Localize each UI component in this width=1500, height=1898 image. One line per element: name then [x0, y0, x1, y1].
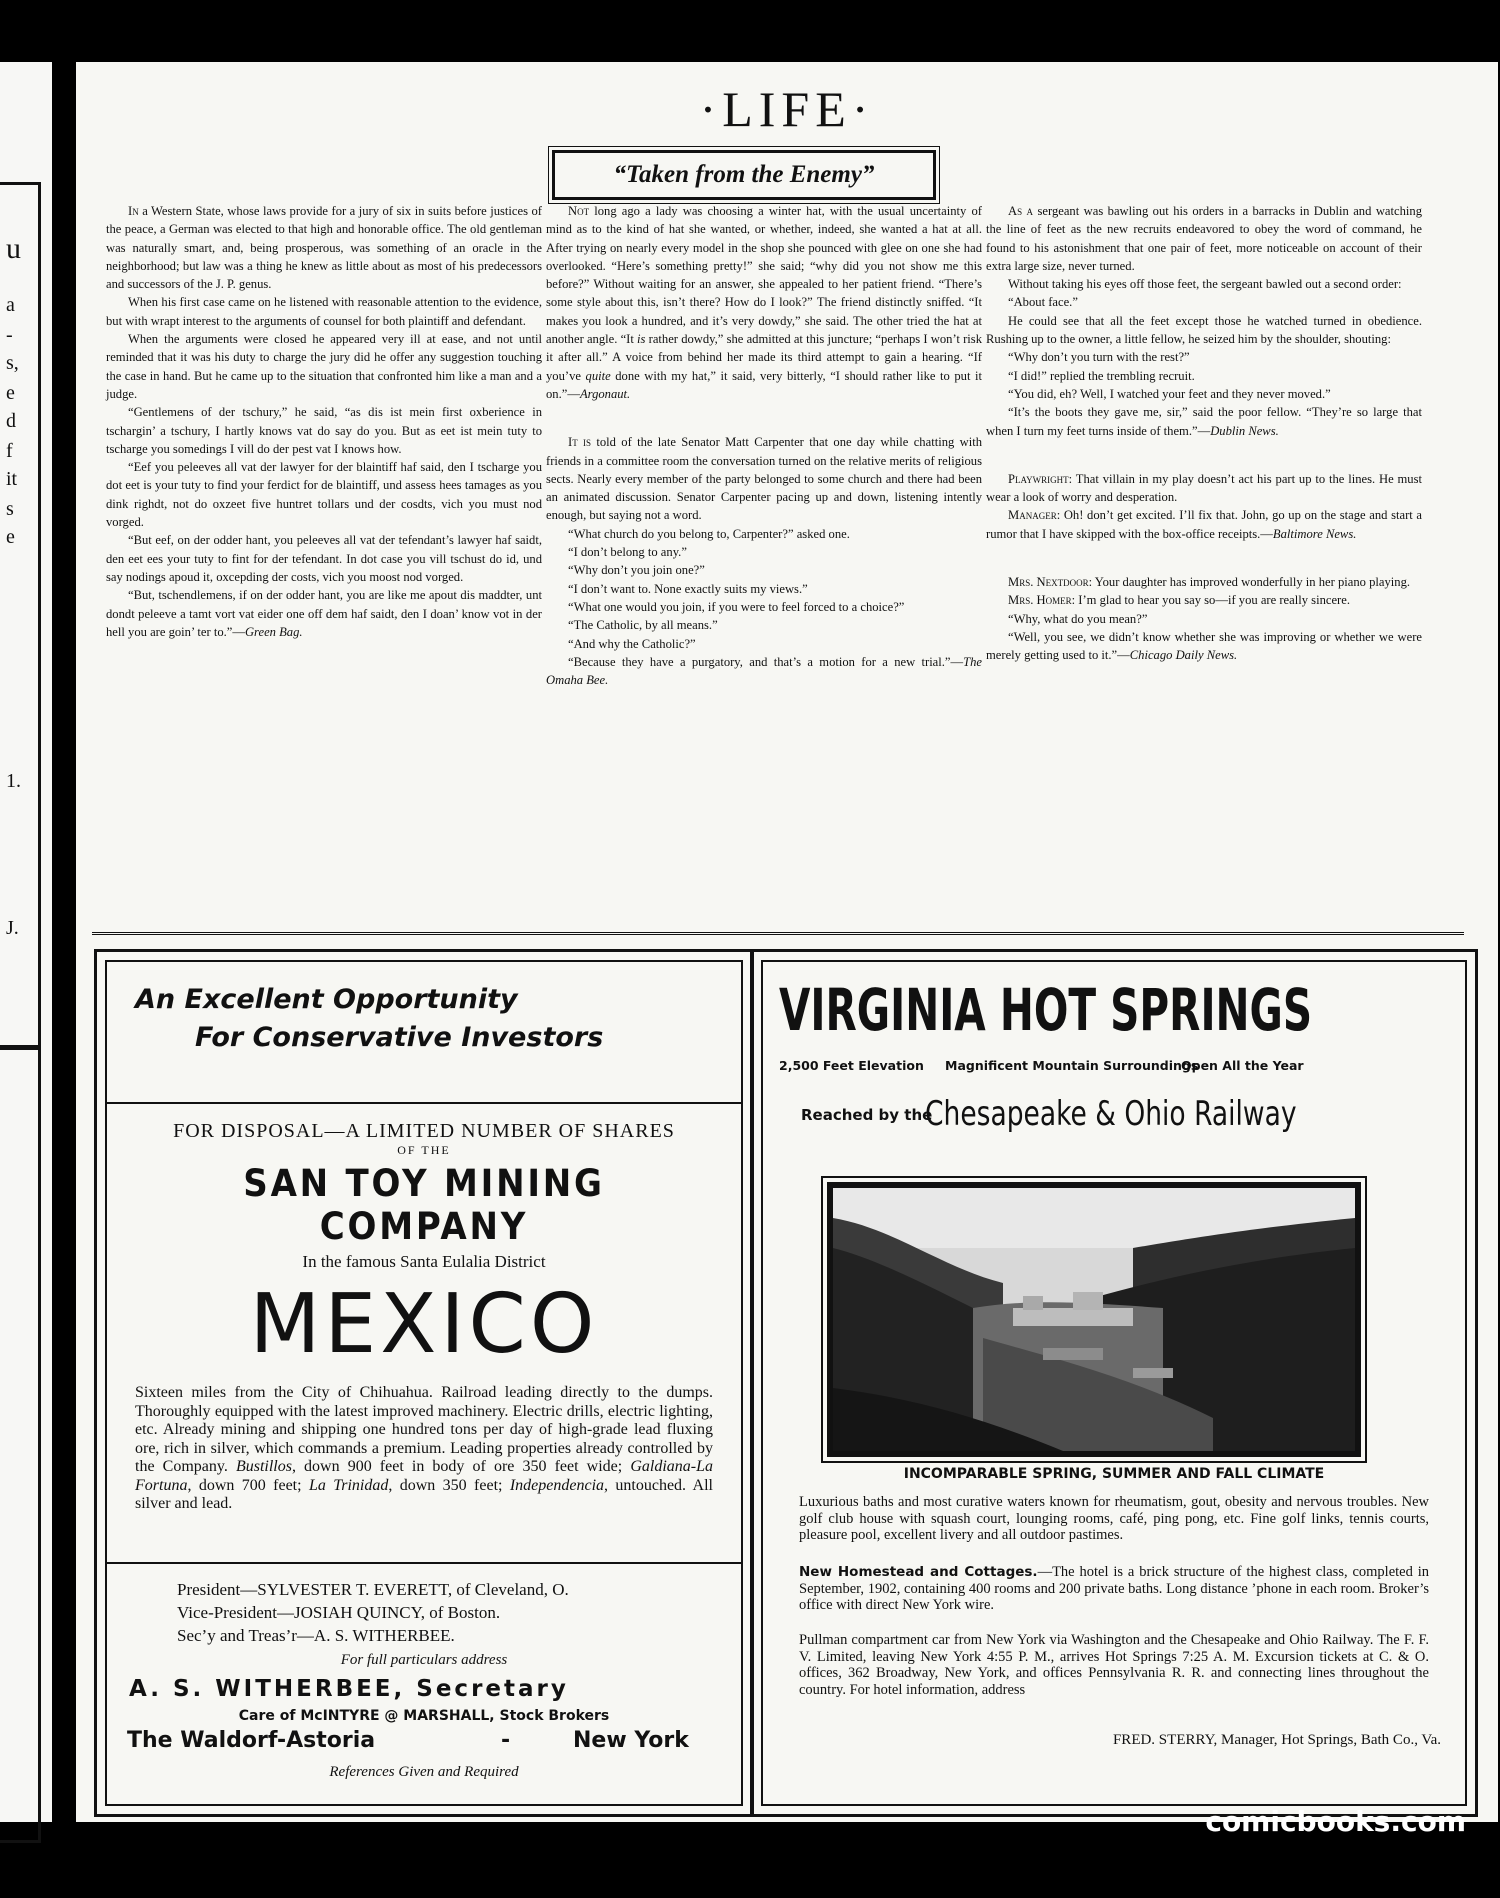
valley-landscape-illustration: [833, 1188, 1355, 1451]
description-text: , down 700 feet;: [187, 1476, 309, 1494]
margin-fragment: 1.: [6, 770, 21, 792]
paragraph-text: done with my hat,” it said, very bitterly, “I should rather like to put it on.”—: [546, 368, 982, 401]
paragraph: “About face.”: [1008, 295, 1078, 310]
district-line: In the famous Santa Eulalia District: [302, 1252, 546, 1271]
paragraph-text: That villain in my play doesn’t act his part up to the lines. He must wear a look of worry and desperation.: [986, 471, 1422, 505]
description-text: , down 350 feet;: [388, 1476, 510, 1494]
source-credit: The Omaha Bee.: [546, 654, 982, 688]
ad-headline-panel: [107, 962, 741, 1104]
speaker-name: Manager:: [1008, 508, 1061, 523]
paragraph: [986, 403, 1422, 440]
manager-signature: FRED. STERRY, Manager, Hot Springs, Bath Co., Va.: [1112, 1732, 1441, 1748]
paragraph: [986, 506, 1422, 543]
paragraph: “I don’t belong to any.”: [568, 545, 687, 560]
paragraph: “You did, eh? Well, I watched your feet and they never moved.”: [1008, 386, 1331, 401]
secretary-name: A. S. WITHERBEE, Secretary: [129, 1676, 569, 1702]
paragraph: “And why the Catholic?”: [568, 636, 696, 651]
paragraph-text: told of the late Senator Matt Carpenter that one day while chatting with friends in a committee room the conversation turned on the relative merits of religious sects. Nearly every member of the party belonged to some church and there had been an animated discussion. Senator Carpenter pacing up and down, listening intently enough, but saying not a word.: [546, 435, 983, 523]
paragraph: When his first case came on he listened with reasonable attention to the evidence, but with wrapt interest to the arguments of counsel for both plaintiff and defendant.: [106, 295, 542, 328]
description-text: , untouched. All silver and lead.: [135, 1476, 713, 1512]
emphasis: quite: [585, 368, 611, 383]
hot-springs-advertisement: [750, 949, 1478, 1817]
officer-president: President—SYLVESTER T. EVERETT, of Cleveland, O.: [177, 1580, 569, 1599]
lead-word: Not: [568, 204, 590, 218]
source-credit: Dublin News.: [1210, 423, 1279, 438]
tagline-elevation: 2,500 Feet Elevation: [779, 1058, 924, 1073]
paragraph-text: Your daughter has improved wonderfully in her piano playing.: [1092, 575, 1411, 590]
full-particulars-line: For full particulars address: [340, 1652, 508, 1668]
article-column-2: [546, 202, 982, 689]
amenities-paragraph: Luxurious baths and most curative waters known for rheumatism, gout, obesity and nervous troubles. New golf club house with squash court, lounging rooms, café, ping pong, etc. Fine golf links, tennis courts, pleasure pool, excellent livery and all outdoor pastimes.: [799, 1494, 1429, 1543]
mine-name: Independencia: [509, 1476, 605, 1494]
source-credit: Baltimore News.: [1272, 526, 1357, 541]
mining-company-advertisement: [94, 949, 754, 1817]
of-the-line: OF THE: [397, 1143, 451, 1157]
hotel-name: The Waldorf-Astoria: [127, 1728, 376, 1753]
paragraph: [986, 628, 1422, 665]
ad-offer-panel: [107, 1102, 741, 1564]
ad-contact-panel: [107, 1564, 741, 1804]
paragraph: “Eef you peleeves all vat der lawyer for der blaintiff haf said, den I tscharge you dot eet is your tuty to find your ferdict for de blaintiff, und assess hees tamages as you dink righdt, not do oxzeet five huntret tollars und der cosdts, vich you must nod vorged.: [106, 460, 542, 530]
paragraph: “Why, what do you mean?”: [1008, 611, 1148, 626]
paragraph: [106, 586, 542, 641]
source-credit: Chicago Daily News.: [1129, 648, 1238, 663]
margin-fragment: u: [6, 232, 21, 265]
paragraph: “I don’t want to. None exactly suits my views.”: [568, 581, 808, 596]
reached-by-label: Reached by the: [801, 1106, 933, 1124]
emphasis: is: [637, 332, 646, 347]
paragraph-text: I’m glad to hear you say so—if you are really sincere.: [1075, 593, 1350, 608]
paragraph-text: sergeant was bawling out his orders in a barracks in Dublin and watching the line of feet as the new recruits endeavored to obey the word of command, he found to his astonishment that one pair of feet, more noticeable on account of their extra large size, never turned.: [986, 204, 1423, 273]
paragraph: [106, 202, 542, 293]
paragraph: “I did!” replied the trembling recruit.: [1008, 368, 1195, 383]
paragraph-text: Oh! don’t get excited. I’ll fix that. John, go up on the stage and start a rumor that I have skipped with the box-office receipts.—: [986, 508, 1422, 541]
lead-word: As a: [1008, 204, 1034, 218]
paragraph: “What church do you belong to, Carpenter?” asked one.: [568, 526, 850, 541]
hotel-paragraph-text: —The hotel is a brick structure of the highest class, completed in September, 1902, containing 400 rooms and 200 private baths. Long distance ’phone in each room. Broker’s office with direct New York wire.: [799, 1564, 1430, 1613]
paragraph: Without taking his eyes off those feet, the sergeant bawled out a second order:: [1008, 277, 1402, 292]
care-of-line: Care of McINTYRE @ MARSHALL, Stock Brokers: [238, 1708, 610, 1724]
paragraph: [986, 202, 1422, 275]
paragraph: [546, 653, 982, 690]
paragraph-text: a Western State, whose laws provide for a jury of six in suits before justices of the peace, a German was elected to that high and honorable office. The old gentleman was naturally smart, and, being prosperous, was something of an oracle in the neighborhood; but law was a thing he knew as little about as most of his predecessors and successors of the J. P. genus.: [106, 204, 542, 292]
section-title-box: “Taken from the Enemy”: [552, 150, 936, 200]
paragraph: “Why don’t you turn with the rest?”: [1008, 350, 1190, 365]
mine-name: Galdiana-La Fortuna: [135, 1458, 713, 1494]
country-title: MEXICO: [249, 1277, 599, 1372]
description-text: Sixteen miles from the City of Chihuahua. Railroad leading directly to the dumps. Thoroughly equipped with the latest improved machinery. Electric drills, electric lighting, etc. Already mining and shipping one hundred tons per day of high-grade lead fluxing ore, rich in silver, which commands a premium. Leading properties already controlled by the Company.: [135, 1384, 713, 1475]
paragraph-text: “Well, you see, we didn’t know whether she was improving or whether we were merely getting used to it.”—: [986, 629, 1422, 663]
resort-valley-photo: [827, 1182, 1361, 1457]
column-divider-rule: [92, 932, 1464, 935]
margin-fragment: s: [6, 498, 14, 520]
paragraph: “Gentlemens of der tschury,” he said, “as dis ist mein first oxberience in tschargin’ a tschury, I hartly knows vat do say do you. But as eet ist mein tuty to tscharge you somedings I vill do der pest vat I knows how.: [106, 405, 542, 456]
mine-name: La Trinidad: [308, 1476, 389, 1494]
railway-name: Chesapeake & Ohio Railway: [925, 1094, 1297, 1134]
paragraph: [986, 573, 1422, 591]
references-line: References Given and Required: [329, 1764, 519, 1780]
company-name: SAN TOY MINING COMPANY: [243, 1162, 605, 1248]
speaker-name: Mrs. Nextdoor:: [1008, 575, 1093, 590]
margin-fragment: a: [6, 294, 15, 316]
ad-inner-border: [761, 960, 1467, 1806]
lead-word: It is: [568, 435, 592, 450]
previous-page-edge: [0, 62, 52, 1822]
scan-credit-watermark: comicbooks.com: [1205, 1805, 1466, 1838]
travel-paragraph: Pullman compartment car from New York via Washington and the Chesapeake and Ohio Railway. The F. F. V. Limited, leaving New York 4:55 P. M., arrives Hot Springs 7:25 A. M. Excursion tickets at C. & O. offices, 362 Broadway, New York, and offices Pennsylvania R. R. and connecting lines throughout the country. For hotel information, address: [799, 1632, 1429, 1698]
mine-name: Bustillos: [235, 1458, 292, 1475]
margin-fragment: d: [6, 410, 16, 432]
city-name: New York: [573, 1728, 689, 1753]
officer-vice-president: Vice-President—JOSIAH QUINCY, of Boston.: [177, 1603, 501, 1622]
paragraph-text: “But, tschendlemens, if on der odder hant, you are like me apout dis maddter, unt dondt peleeve a tamt vort vat eider one off dem haf saidt, den I doan’ know vot in der hell you are goin’ ter to.”—: [106, 588, 542, 639]
hotel-paragraph-heading: New Homestead and Cottages.: [799, 1564, 1038, 1580]
ad-headline-line-2: For Conservative Investors: [195, 1022, 604, 1053]
officers-list: [177, 1578, 569, 1647]
tagline-surroundings: Magnificent Mountain Surroundings: [945, 1058, 1199, 1073]
hotel-paragraph: [799, 1564, 1429, 1614]
lead-word: In: [128, 204, 139, 218]
paragraph: “Why don’t you join one?”: [568, 563, 705, 578]
officer-secretary: Sec’y and Treas’r—A. S. WITHERBEE.: [177, 1626, 455, 1645]
address-dash: -: [501, 1728, 511, 1753]
source-credit: Argonaut.: [579, 386, 631, 401]
previous-page-frame-lower: [0, 1047, 41, 1843]
masthead: ·LIFE·: [699, 81, 875, 137]
paragraph: When the arguments were closed he appeared very ill at ease, and not until reminded that it was his duty to charge the jury did he offer any suggestion touching the case in hand. But he came up to the situation that confronted him like a man and a judge.: [106, 332, 542, 401]
paragraph-text: long ago a lady was choosing a winter hat, with the usual uncertainty of mind as to the kind of hat she wanted, or whether, indeed, she wanted a hat at all. After trying on nearly every model in the shop she pounced with glee on one she had overlooked. “Here’s something pretty!” she said; “why did you not show me this before?” Without waiting for an answer, she appealed to her patient friend. “There’s some style about this, isn’t there? How do I look?” The friend distinctly sniffed. “It makes you look a hundred, and it’s very dowdy,” she said. The other tried the hat at another angle. “It: [546, 204, 982, 347]
ad-inner-border: [105, 960, 743, 1806]
tagline-open: Open All the Year: [1181, 1058, 1304, 1073]
margin-fragment: e: [6, 526, 15, 548]
article-column-1: [106, 202, 542, 641]
paragraph: [986, 591, 1422, 609]
paragraph: [986, 470, 1422, 507]
paragraph: “But eef, on der odder hant, you peleeves all vat der tefendant’s lawyer haf saidt, den eet ees your tuty to fint for der tefendant. In dot case you vill tschust do id, und say nodings apoud it, oxcepding der costs, vich you moost nod vorged.: [106, 533, 542, 584]
resort-title: VIRGINIA HOT SPRINGS: [779, 976, 1313, 1044]
disposal-line: FOR DISPOSAL—A LIMITED NUMBER OF SHARES: [173, 1120, 675, 1142]
paragraph: “What one would you join, if you were to feel forced to a choice?”: [568, 599, 905, 614]
speaker-name: Playwright:: [1008, 471, 1073, 486]
margin-fragment: J.: [6, 917, 19, 939]
description-text: , down 900 feet in body of ore 350 feet wide;: [291, 1458, 631, 1475]
magazine-page: [76, 62, 1498, 1822]
margin-fragment: -: [6, 324, 13, 346]
paragraph: “The Catholic, by all means.”: [568, 618, 718, 633]
article-column-3: [986, 202, 1422, 665]
ad-headline-line-1: An Excellent Opportunity: [135, 984, 518, 1015]
paragraph-text: rather dowdy,” she admitted at this juncture; “perhaps I won’t risk it after all.” A voice from behind her made its third attempt to gain a hearing. “If you’ve: [546, 332, 982, 383]
margin-fragment: s,: [6, 352, 19, 374]
climate-heading: INCOMPARABLE SPRING, SUMMER AND FALL CLIMATE: [903, 1466, 1325, 1482]
source-credit: Green Bag.: [244, 624, 303, 639]
paragraph-text: “Because they have a purgatory, and that’s a motion for a new trial.”—: [568, 654, 964, 669]
margin-fragment: it: [6, 468, 18, 490]
margin-fragment: e: [6, 382, 15, 404]
paragraph: He could see that all the feet except those he watched turned in obedience. Rushing up to the owner, a little fellow, he seized him by the shoulder, shouting:: [986, 313, 1422, 347]
paragraph: [546, 433, 982, 524]
mine-description: [135, 1384, 713, 1514]
paragraph-text: “It’s the boots they gave me, sir,” said the poor fellow. “They’re so large that when I turn my feet turns inside of them.”—: [986, 405, 1422, 438]
speaker-name: Mrs. Homer:: [1008, 593, 1076, 608]
margin-fragment: f: [6, 440, 13, 462]
paragraph: [546, 202, 982, 403]
